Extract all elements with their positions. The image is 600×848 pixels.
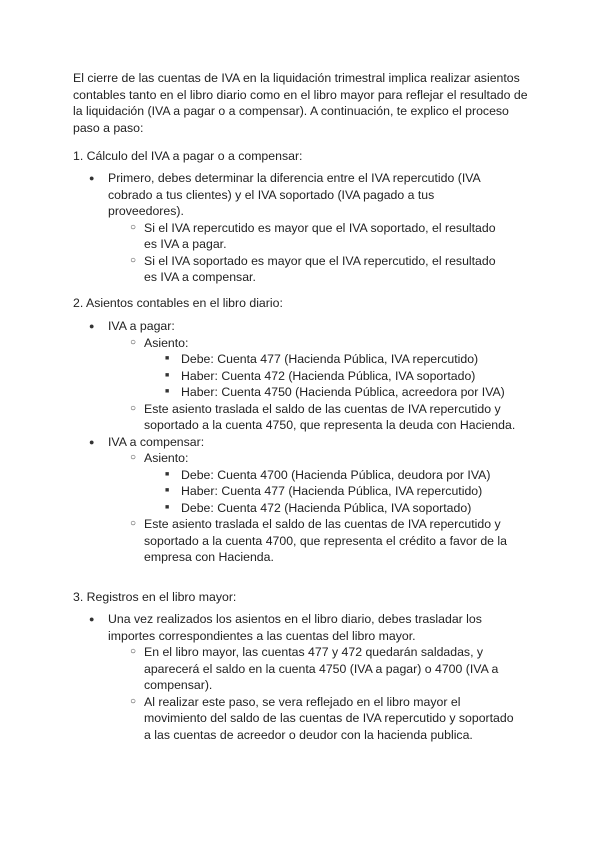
bullet-circle-icon: ○ <box>130 221 137 233</box>
list-item <box>73 516 519 566</box>
list-item <box>73 220 506 253</box>
list-item-text: Si el IVA repercutido es mayor que el IVA soportado, el resultado es IVA a pagar. <box>144 220 496 251</box>
list-item-text: Haber: Cuenta 4750 (Hacienda Pública, acreedora por IVA) <box>181 385 505 399</box>
list-item-text: Una vez realizados los asientos en el libro diario, debes trasladar los importes correspondientes a las cuentas del libro mayor. <box>108 612 482 643</box>
bullet-disc-icon: ● <box>89 614 95 624</box>
section1-list <box>73 170 543 286</box>
list-item-text: Haber: Cuenta 472 (Hacienda Pública, IVA soportado) <box>181 368 476 383</box>
bullet-circle-icon: ○ <box>130 646 137 657</box>
bullet-disc-icon: ● <box>89 436 95 447</box>
list-item-text: Debe: Cuenta 477 (Hacienda Pública, IVA repercutido) <box>181 352 479 366</box>
list-item <box>73 694 516 744</box>
bullet-square-icon: ■ <box>165 355 170 362</box>
bullet-disc-icon: ● <box>89 321 95 331</box>
section3-heading: 3. Registros en el libro mayor: <box>73 590 237 604</box>
bullet-square-icon: ■ <box>165 487 170 494</box>
list-item <box>73 434 543 451</box>
bullet-square-icon: ■ <box>165 371 170 379</box>
list-item-text: Este asiento traslada el saldo de las cuentas de IVA repercutido y soportado a la cuenta 4700, que representa el crédito a favor de la empresa con Hacienda. <box>144 517 508 564</box>
list-item <box>73 170 493 220</box>
bullet-circle-icon: ○ <box>130 695 137 707</box>
list-item-text: Si el IVA soportado es mayor que el IVA repercutido, el resultado es IVA a compensar. <box>144 253 496 284</box>
list-item <box>73 318 543 335</box>
section2-list <box>73 318 543 566</box>
list-item-text: Asiento: <box>144 335 189 350</box>
list-item <box>73 500 543 517</box>
list-item <box>73 253 506 286</box>
section1-heading: 1. Cálculo del IVA a pagar o a compensar: <box>73 149 303 163</box>
list-item <box>73 644 512 694</box>
list-item <box>73 335 543 352</box>
list-item <box>73 450 543 467</box>
list-item-text: Debe: Cuenta 472 (Hacienda Pública, IVA soportado) <box>181 500 472 515</box>
list-item-text: Debe: Cuenta 4700 (Hacienda Pública, deudora por IVA) <box>181 467 491 482</box>
bullet-circle-icon: ○ <box>130 254 137 266</box>
list-item-text: Este asiento traslada el saldo de las cuentas de IVA repercutido y soportado a la cuenta 4750, que representa la deuda con Hacienda. <box>144 401 516 432</box>
list-item <box>73 483 543 500</box>
bullet-square-icon: ■ <box>165 470 170 478</box>
list-item-text: IVA a pagar: <box>108 319 175 333</box>
list-item-text: En el libro mayor, las cuentas 477 y 472 quedarán saldadas, y aparecerá el saldo en la cuenta 4750 (IVA a pagar) o 4700 (IVA a compensar). <box>144 645 499 692</box>
list-item-text: Al realizar este paso, se vera reflejado en el libro mayor el movimiento del saldo de las cuentas de IVA repercutido y soportado a las cuentas de acreedor o deudor con la hacienda publica. <box>144 694 514 742</box>
list-item <box>73 467 543 484</box>
section2-heading: 2. Asientos contables en el libro diario: <box>73 296 283 310</box>
intro-paragraph: El cierre de las cuentas de IVA en la liquidación trimestral implica realizar asientos contables tanto en el libro diario como en el libro mayor para reflejar el resultado de la liquidación (IVA a pagar o a compensar). A continuación, te explico el proceso paso a paso: <box>73 71 528 135</box>
section3-list <box>73 611 543 743</box>
list-item-text: Haber: Cuenta 477 (Hacienda Pública, IVA repercutido) <box>181 484 483 498</box>
list-item <box>73 611 498 644</box>
list-item-text: Primero, debes determinar la diferencia entre el IVA repercutido (IVA cobrado a tus clientes) y el IVA soportado (IVA pagado a tus proveedores). <box>108 171 481 218</box>
bullet-square-icon: ■ <box>165 503 170 511</box>
bullet-circle-icon: ○ <box>130 452 137 463</box>
list-item-text: Asiento: <box>144 451 189 465</box>
bullet-circle-icon: ○ <box>130 518 137 529</box>
bullet-disc-icon: ● <box>89 173 95 183</box>
bullet-circle-icon: ○ <box>130 336 137 348</box>
list-item <box>73 368 543 385</box>
list-item <box>73 384 543 401</box>
bullet-circle-icon: ○ <box>130 402 137 414</box>
list-item <box>73 351 543 368</box>
bullet-square-icon: ■ <box>165 388 170 395</box>
list-item <box>73 401 519 434</box>
list-item-text: IVA a compensar: <box>108 434 205 449</box>
